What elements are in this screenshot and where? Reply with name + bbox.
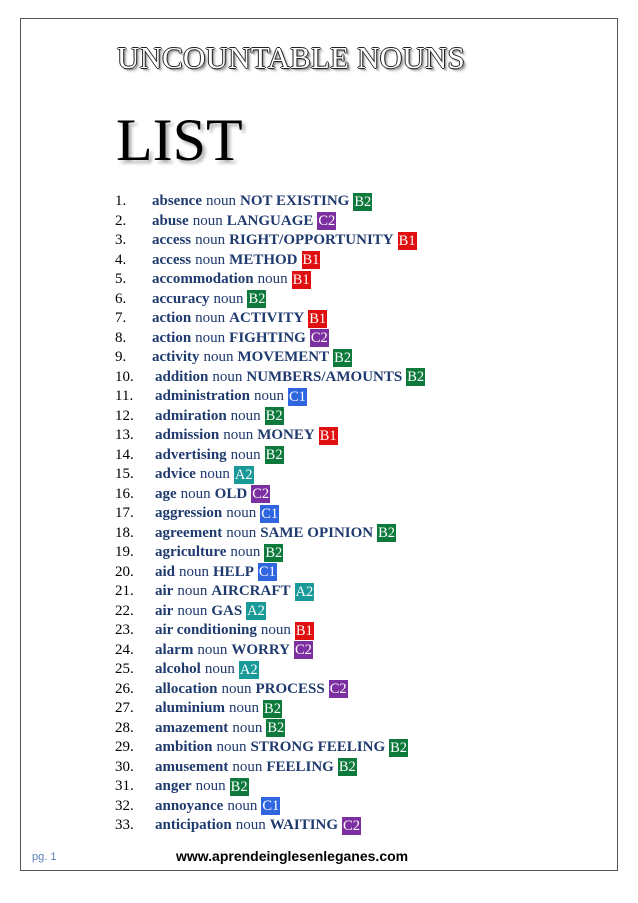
- list-item: [115, 719, 425, 739]
- item-number: 29.: [115, 739, 134, 755]
- part-of-speech: noun: [177, 583, 208, 599]
- item-number: 6.: [115, 290, 127, 307]
- item-number: 30.: [115, 758, 134, 775]
- word-sense: HELP: [213, 563, 254, 580]
- headword: advice: [155, 466, 196, 482]
- headword: air: [155, 602, 174, 619]
- level-badge: B1: [309, 310, 327, 327]
- part-of-speech: noun: [197, 641, 228, 658]
- level-badge: B2: [248, 291, 266, 308]
- item-number: 8.: [115, 329, 127, 346]
- item-number: 23.: [115, 622, 134, 638]
- part-of-speech: noun: [230, 446, 261, 463]
- item-number: 17.: [115, 505, 134, 521]
- list-item: [115, 329, 425, 349]
- list-item: [115, 563, 425, 583]
- item-number: 31.: [115, 778, 134, 794]
- item-number: 13.: [115, 427, 134, 443]
- item-number: 15.: [115, 466, 134, 482]
- document-subtitle: LIST: [116, 107, 243, 173]
- part-of-speech: noun: [204, 661, 235, 677]
- headword: absence: [152, 193, 202, 209]
- item-number: 26.: [115, 680, 134, 697]
- headword: air conditioning: [155, 622, 257, 638]
- list-item: [115, 368, 425, 388]
- part-of-speech: noun: [223, 427, 254, 443]
- headword: amazement: [155, 719, 229, 736]
- list-item: [115, 660, 425, 680]
- word-sense: ACTIVITY: [229, 310, 305, 326]
- level-badge: C1: [289, 388, 306, 405]
- headword: amusement: [155, 758, 229, 775]
- item-number: 18.: [115, 524, 134, 541]
- headword: access: [152, 251, 192, 268]
- list-item: [115, 680, 425, 700]
- list-item: [115, 641, 425, 661]
- word-sense: RIGHT/OPPORTUNITY: [229, 232, 394, 248]
- item-number: 20.: [115, 563, 134, 580]
- part-of-speech: noun: [257, 271, 288, 287]
- item-number: 19.: [115, 544, 134, 560]
- headword: abuse: [152, 212, 189, 229]
- list-item: [115, 465, 425, 485]
- level-badge: B2: [267, 720, 285, 737]
- part-of-speech: noun: [226, 524, 257, 541]
- item-number: 10.: [115, 368, 134, 385]
- item-number: 11.: [115, 388, 134, 404]
- part-of-speech: noun: [213, 290, 244, 307]
- level-badge: B2: [230, 778, 248, 795]
- list-item: [115, 309, 425, 329]
- headword: advertising: [155, 446, 227, 463]
- item-number: 32.: [115, 797, 134, 814]
- part-of-speech: noun: [260, 622, 291, 638]
- headword: alarm: [155, 641, 194, 658]
- word-sense: AIRCRAFT: [211, 583, 291, 599]
- part-of-speech: noun: [226, 505, 257, 521]
- part-of-speech: noun: [195, 778, 226, 794]
- list-item: [115, 758, 425, 778]
- list-item: [115, 582, 425, 602]
- item-number: 3.: [115, 232, 127, 248]
- part-of-speech: noun: [195, 310, 226, 326]
- headword: addition: [155, 368, 209, 385]
- level-badge: C2: [329, 681, 347, 698]
- part-of-speech: noun: [203, 349, 234, 365]
- part-of-speech: noun: [216, 739, 247, 755]
- level-badge: A2: [234, 466, 253, 483]
- item-number: 9.: [115, 349, 127, 365]
- list-item: [115, 524, 425, 544]
- list-item: [115, 251, 425, 271]
- headword: agriculture: [155, 544, 227, 560]
- list-item: [115, 290, 425, 310]
- level-badge: C1: [262, 798, 280, 815]
- headword: access: [152, 232, 192, 248]
- level-badge: B1: [302, 252, 320, 269]
- headword: aid: [155, 563, 176, 580]
- item-number: 2.: [115, 212, 127, 229]
- list-item: [115, 777, 425, 797]
- part-of-speech: noun: [195, 329, 226, 346]
- word-sense: SAME OPINION: [260, 524, 374, 541]
- item-number: 24.: [115, 641, 134, 658]
- item-number: 28.: [115, 719, 134, 736]
- headword: anger: [155, 778, 192, 794]
- list-item: [115, 212, 425, 232]
- headword: aggression: [155, 505, 223, 521]
- part-of-speech: noun: [199, 466, 230, 482]
- item-number: 1.: [115, 193, 127, 209]
- part-of-speech: noun: [179, 563, 210, 580]
- level-badge: C2: [310, 330, 328, 347]
- part-of-speech: noun: [232, 758, 263, 775]
- part-of-speech: noun: [180, 485, 211, 502]
- headword: agreement: [155, 524, 223, 541]
- list-item: [115, 699, 425, 719]
- part-of-speech: noun: [195, 251, 226, 268]
- headword: annoyance: [155, 797, 224, 814]
- level-badge: C1: [261, 505, 279, 522]
- headword: alcohol: [155, 661, 201, 677]
- list-item: [115, 231, 425, 251]
- headword: aluminium: [155, 700, 226, 716]
- list-item: [115, 485, 425, 505]
- level-badge: B1: [292, 271, 310, 288]
- level-badge: B1: [398, 232, 416, 249]
- list-item: [115, 387, 425, 407]
- level-badge: A2: [239, 661, 258, 678]
- word-sense: NUMBERS/AMOUNTS: [246, 368, 403, 385]
- level-badge: B2: [354, 193, 372, 210]
- word-sense: GAS: [211, 602, 243, 619]
- headword: administration: [155, 388, 251, 404]
- item-number: 5.: [115, 271, 127, 287]
- item-number: 33.: [115, 817, 134, 833]
- part-of-speech: noun: [230, 407, 261, 424]
- item-number: 25.: [115, 661, 134, 677]
- word-sense: STRONG FEELING: [250, 739, 386, 755]
- list-item: [115, 621, 425, 641]
- list-item: [115, 348, 425, 368]
- word-sense: MOVEMENT: [237, 349, 330, 365]
- level-badge: B2: [390, 739, 408, 756]
- list-item: [115, 543, 425, 563]
- headword: action: [152, 329, 192, 346]
- headword: admiration: [155, 407, 227, 424]
- document-title: UNCOUNTABLE NOUNS: [117, 40, 465, 75]
- part-of-speech: noun: [230, 544, 261, 560]
- headword: anticipation: [155, 817, 232, 833]
- part-of-speech: noun: [195, 232, 226, 248]
- headword: admission: [155, 427, 220, 443]
- list-item: [115, 504, 425, 524]
- word-sense: LANGUAGE: [226, 212, 314, 229]
- level-badge: C2: [252, 486, 270, 503]
- part-of-speech: noun: [221, 680, 252, 697]
- level-badge: B1: [319, 427, 337, 444]
- headword: age: [155, 485, 177, 502]
- word-sense: METHOD: [229, 251, 298, 268]
- level-badge: C2: [343, 817, 360, 834]
- level-badge: A2: [247, 603, 265, 620]
- level-badge: B2: [265, 408, 283, 425]
- list-item: [115, 407, 425, 427]
- part-of-speech: noun: [212, 368, 243, 385]
- item-number: 21.: [115, 583, 134, 599]
- part-of-speech: noun: [192, 212, 223, 229]
- level-badge: C1: [258, 564, 276, 581]
- part-of-speech: noun: [229, 700, 260, 716]
- part-of-speech: noun: [206, 193, 236, 209]
- list-item: [115, 270, 425, 290]
- list-item: [115, 602, 425, 622]
- word-sense: FIGHTING: [229, 329, 306, 346]
- list-item: [115, 738, 425, 758]
- headword: action: [152, 310, 192, 326]
- level-badge: A2: [295, 583, 314, 600]
- word-sense: OLD: [214, 485, 248, 502]
- headword: air: [155, 583, 174, 599]
- part-of-speech: noun: [232, 719, 263, 736]
- item-number: 4.: [115, 251, 127, 268]
- list-item: [115, 797, 425, 817]
- word-sense: WORRY: [231, 641, 290, 658]
- vocabulary-list: [115, 192, 425, 836]
- headword: accommodation: [152, 271, 254, 287]
- word-sense: MONEY: [257, 427, 315, 443]
- item-number: 14.: [115, 446, 134, 463]
- part-of-speech: noun: [177, 602, 208, 619]
- level-badge: B2: [334, 349, 352, 366]
- headword: accuracy: [152, 290, 210, 307]
- level-badge: C2: [318, 213, 336, 230]
- level-badge: B1: [295, 622, 313, 639]
- level-badge: B2: [407, 369, 425, 386]
- part-of-speech: noun: [254, 388, 285, 404]
- level-badge: B2: [265, 447, 283, 464]
- level-badge: C2: [294, 642, 312, 659]
- level-badge: B2: [338, 759, 356, 776]
- level-badge: B2: [378, 525, 396, 542]
- part-of-speech: noun: [235, 817, 266, 833]
- word-sense: FEELING: [266, 758, 334, 775]
- headword: activity: [152, 349, 200, 365]
- item-number: 12.: [115, 407, 134, 424]
- word-sense: WAITING: [269, 817, 339, 833]
- list-item: [115, 816, 425, 836]
- word-sense: NOT EXISTING: [240, 193, 350, 209]
- item-number: 27.: [115, 700, 134, 716]
- part-of-speech: noun: [227, 797, 258, 814]
- list-item: [115, 192, 425, 212]
- item-number: 7.: [115, 310, 127, 326]
- page-number: pg. 1: [32, 851, 57, 863]
- headword: ambition: [155, 739, 213, 755]
- list-item: [115, 446, 425, 466]
- level-badge: B2: [265, 544, 283, 561]
- item-number: 22.: [115, 602, 134, 619]
- headword: allocation: [155, 680, 218, 697]
- word-sense: PROCESS: [255, 680, 325, 697]
- list-item: [115, 426, 425, 446]
- item-number: 16.: [115, 485, 134, 502]
- footer-url-link[interactable]: www.aprendeinglesenleganes.com: [176, 848, 409, 864]
- level-badge: B2: [264, 700, 281, 717]
